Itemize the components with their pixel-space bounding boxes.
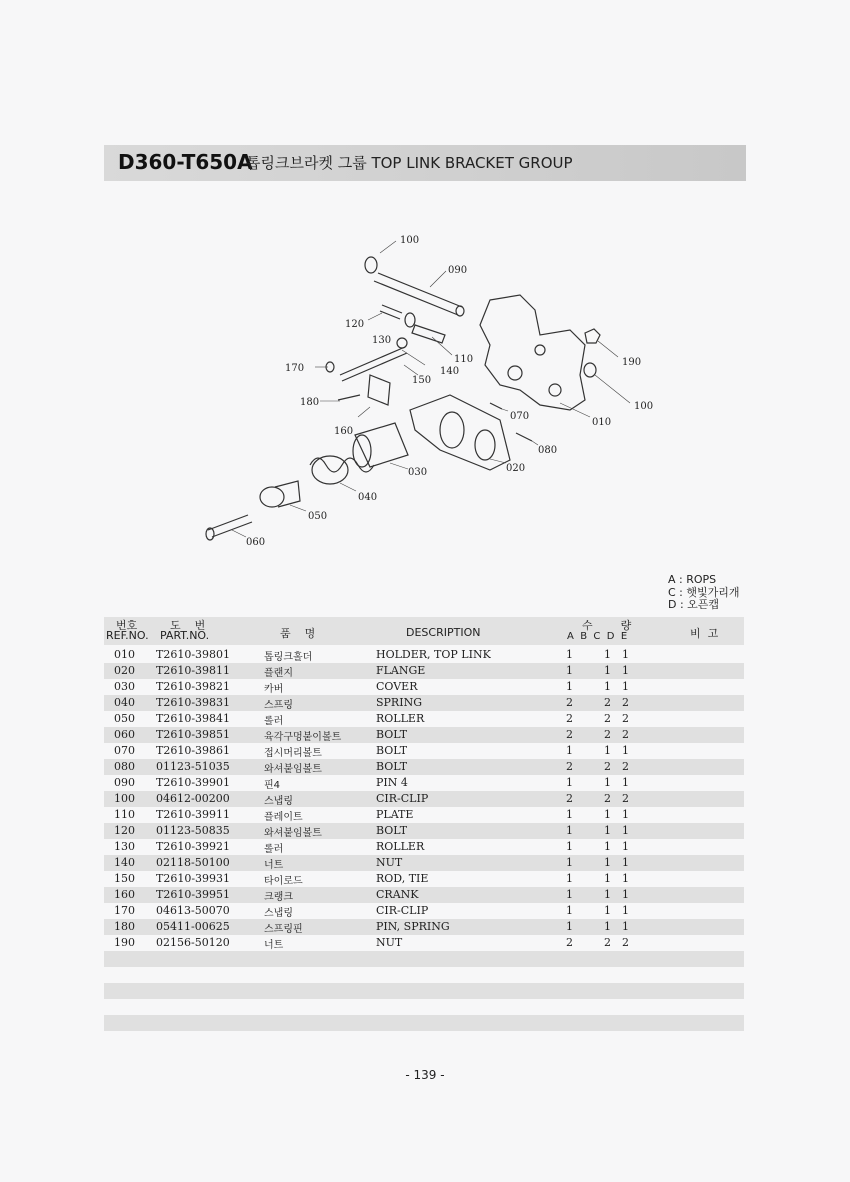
bolt-shape-060	[208, 515, 252, 537]
callout-020: 020	[506, 463, 526, 474]
table-row	[104, 855, 744, 871]
bracket-hole-shape-2	[535, 345, 545, 355]
row-qty-a: 1	[566, 680, 573, 693]
row-desc: PIN, SPRING	[376, 920, 450, 933]
row-qty-d: 1	[622, 808, 629, 821]
callout-150: 150	[412, 375, 432, 386]
row-ref: 030	[114, 680, 135, 693]
row-kor: 톱링크홀더	[264, 652, 313, 663]
row-ref: 130	[114, 840, 135, 853]
header-part-eng: PART.NO.	[160, 629, 210, 642]
row-qty-d: 2	[622, 936, 629, 949]
row-kor: 접시머리볼트	[264, 748, 322, 759]
flange-hole-shape-2	[475, 430, 495, 460]
bracket-shape	[480, 295, 585, 410]
empty-row-band	[104, 1015, 744, 1031]
row-kor: 타이로드	[264, 876, 303, 887]
bracket-hole-shape-3	[549, 384, 561, 396]
table-row	[104, 807, 744, 823]
callout-080: 080	[538, 445, 558, 456]
table-row	[104, 679, 744, 695]
row-desc: BOLT	[376, 760, 408, 773]
row-desc: ROLLER	[376, 840, 425, 853]
row-qty-c: 1	[604, 888, 611, 901]
table-row	[104, 871, 744, 887]
row-qty-c: 1	[604, 856, 611, 869]
row-qty-c: 1	[604, 872, 611, 885]
row-part: T2610-39831	[156, 696, 231, 709]
empty-row-band	[104, 983, 744, 999]
row-qty-a: 1	[566, 856, 573, 869]
row-kor: 플레이트	[264, 812, 303, 823]
row-desc: PIN 4	[376, 776, 408, 789]
row-qty-a: 1	[566, 840, 573, 853]
callout-100-top: 100	[400, 235, 420, 246]
row-ref: 010	[114, 648, 135, 661]
row-ref: 050	[114, 712, 135, 725]
page-number: - 139 -	[405, 1068, 445, 1082]
row-qty-c: 2	[604, 728, 611, 741]
bolt-shape-070	[490, 403, 502, 409]
table-row	[104, 887, 744, 903]
row-qty-a: 2	[566, 712, 573, 725]
row-part: T2610-39901	[156, 776, 231, 789]
plate-shape	[412, 325, 445, 343]
spring-pin-shape	[338, 395, 360, 400]
row-qty-a: 1	[566, 776, 573, 789]
row-qty-d: 1	[622, 648, 629, 661]
row-qty-d: 1	[622, 920, 629, 933]
table-row	[104, 727, 744, 743]
row-qty-a: 1	[566, 888, 573, 901]
row-part: 05411-00625	[156, 920, 230, 933]
row-qty-a: 1	[566, 824, 573, 837]
header-qty-cols: A B C D E	[567, 631, 628, 642]
variant-legend	[668, 574, 740, 612]
row-qty-c: 1	[604, 648, 611, 661]
row-qty-a: 1	[566, 872, 573, 885]
row-part: 04613-50070	[156, 904, 230, 917]
row-part: 02118-50100	[156, 856, 230, 869]
row-ref: 180	[114, 920, 135, 933]
row-desc: CIR-CLIP	[376, 792, 429, 805]
row-part: T2610-39851	[156, 728, 231, 741]
cover-shape	[355, 423, 408, 467]
row-qty-a: 2	[566, 792, 573, 805]
clip-shape-right	[584, 363, 596, 377]
row-qty-c: 2	[604, 696, 611, 709]
roller-shape	[405, 313, 415, 327]
row-desc: ROLLER	[376, 712, 425, 725]
callout-130: 130	[372, 335, 392, 346]
row-qty-c: 1	[604, 744, 611, 757]
row-qty-d: 1	[622, 776, 629, 789]
row-qty-d: 2	[622, 792, 629, 805]
row-desc: BOLT	[376, 744, 408, 757]
row-qty-c: 1	[604, 824, 611, 837]
row-qty-d: 2	[622, 760, 629, 773]
table-row	[104, 823, 744, 839]
table-row	[104, 791, 744, 807]
row-desc: ROD, TIE	[376, 872, 429, 885]
row-qty-d: 1	[622, 856, 629, 869]
header-name-kor: 품 명	[280, 627, 316, 640]
row-part: T2610-39951	[156, 888, 231, 901]
row-qty-c: 2	[604, 712, 611, 725]
row-qty-c: 1	[604, 904, 611, 917]
row-qty-d: 2	[622, 728, 629, 741]
callout-160: 160	[334, 426, 354, 437]
nut-shape-2	[397, 338, 407, 348]
row-ref: 190	[114, 936, 135, 949]
row-desc: CRANK	[376, 888, 419, 901]
row-qty-a: 2	[566, 728, 573, 741]
row-part: T2610-39801	[156, 648, 231, 661]
table-row	[104, 759, 744, 775]
row-qty-a: 2	[566, 760, 573, 773]
row-part: T2610-39911	[156, 808, 231, 821]
table-row	[104, 935, 744, 951]
clip-shape	[365, 257, 377, 273]
row-ref: 120	[114, 824, 135, 837]
empty-row-band	[104, 951, 744, 967]
roller-shape-050	[260, 487, 284, 507]
row-qty-c: 1	[604, 680, 611, 693]
flange-shape	[410, 395, 510, 470]
bolt-shape-080	[516, 433, 532, 441]
row-desc: CIR-CLIP	[376, 904, 429, 917]
crank-shape	[368, 375, 390, 405]
header-part-kor: 도 번	[170, 619, 206, 632]
callout-190: 190	[622, 357, 642, 368]
callout-170: 170	[285, 363, 305, 374]
row-part: 01123-50835	[156, 824, 230, 837]
row-qty-a: 1	[566, 664, 573, 677]
row-ref: 100	[114, 792, 135, 805]
row-ref: 060	[114, 728, 135, 741]
header-remarks-kor: 비 고	[690, 627, 719, 640]
row-kor: 롤러	[264, 716, 284, 727]
row-qty-a: 1	[566, 744, 573, 757]
row-part: T2610-39841	[156, 712, 231, 725]
legend-item: D : 오픈캡	[668, 598, 720, 611]
header-description: DESCRIPTION	[406, 626, 481, 639]
table-row	[104, 647, 744, 663]
table-row	[104, 919, 744, 935]
row-kor: 와셔붙임볼트	[264, 828, 322, 839]
row-qty-d: 1	[622, 904, 629, 917]
row-qty-d: 2	[622, 712, 629, 725]
table-row	[104, 775, 744, 791]
row-kor: 너트	[264, 860, 284, 871]
row-kor: 스냅링	[264, 908, 293, 919]
header-ref-eng: REF.NO.	[106, 629, 149, 642]
callout-030: 030	[408, 467, 428, 478]
header-ref-kor: 번호	[116, 619, 138, 632]
row-qty-a: 1	[566, 920, 573, 933]
nut-shape	[585, 329, 600, 343]
callout-040: 040	[358, 492, 378, 503]
callout-140: 140	[440, 366, 460, 377]
diagram-callouts	[246, 235, 653, 548]
row-ref: 090	[114, 776, 135, 789]
roller-body-shape	[275, 481, 300, 507]
row-kor: 롤러	[264, 844, 284, 855]
callout-110: 110	[454, 354, 474, 365]
row-qty-c: 2	[604, 936, 611, 949]
row-kor: 스프링	[264, 700, 293, 711]
callout-100-right: 100	[634, 401, 654, 412]
row-ref: 070	[114, 744, 135, 757]
pin-shape	[374, 273, 462, 315]
table-row	[104, 711, 744, 727]
table-row	[104, 743, 744, 759]
row-qty-a: 2	[566, 936, 573, 949]
row-desc: NUT	[376, 856, 403, 869]
row-qty-d: 1	[622, 680, 629, 693]
row-qty-c: 1	[604, 920, 611, 933]
row-qty-d: 1	[622, 872, 629, 885]
row-qty-c: 1	[604, 808, 611, 821]
table-row	[104, 695, 744, 711]
row-qty-a: 1	[566, 808, 573, 821]
row-part: 02156-50120	[156, 936, 230, 949]
row-ref: 170	[114, 904, 135, 917]
row-part: 04612-00200	[156, 792, 230, 805]
row-ref: 040	[114, 696, 135, 709]
row-kor: 너트	[264, 940, 284, 951]
row-desc: SPRING	[376, 696, 422, 709]
row-kor: 육각구멍붙이볼트	[264, 732, 342, 743]
callout-070: 070	[510, 411, 530, 422]
legend-item: C : 햇빛가리개	[668, 585, 740, 599]
row-desc: PLATE	[376, 808, 414, 821]
row-desc: HOLDER, TOP LINK	[376, 648, 491, 661]
row-kor: 와셔붙임볼트	[264, 764, 322, 775]
row-part: T2610-39811	[156, 664, 231, 677]
row-part: T2610-39931	[156, 872, 231, 885]
row-ref: 020	[114, 664, 135, 677]
row-ref: 140	[114, 856, 135, 869]
callout-010: 010	[592, 417, 612, 428]
pin-end-shape	[456, 306, 464, 316]
row-qty-d: 1	[622, 744, 629, 757]
callout-060: 060	[246, 537, 266, 548]
row-qty-d: 1	[622, 664, 629, 677]
row-kor: 플랜지	[264, 668, 293, 679]
row-qty-d: 1	[622, 824, 629, 837]
row-ref: 160	[114, 888, 135, 901]
row-qty-d: 1	[622, 888, 629, 901]
row-ref: 080	[114, 760, 135, 773]
table-row	[104, 839, 744, 855]
row-desc: FLANGE	[376, 664, 426, 677]
legend-item: A : ROPS	[668, 573, 717, 586]
row-kor: 카버	[264, 684, 284, 695]
callout-050: 050	[308, 511, 328, 522]
row-part: T2610-39821	[156, 680, 231, 693]
row-desc: NUT	[376, 936, 403, 949]
group-code: D360-T650A	[118, 150, 253, 174]
flange-hole-shape	[440, 412, 464, 448]
row-desc: COVER	[376, 680, 418, 693]
row-qty-d: 1	[622, 840, 629, 853]
row-qty-a: 2	[566, 696, 573, 709]
row-ref: 110	[114, 808, 135, 821]
row-part: 01123-51035	[156, 760, 230, 773]
table-row	[104, 903, 744, 919]
row-qty-c: 1	[604, 776, 611, 789]
row-ref: 150	[114, 872, 135, 885]
bolt-shape	[380, 305, 402, 319]
row-qty-c: 2	[604, 792, 611, 805]
row-part: T2610-39921	[156, 840, 231, 853]
header-qty-kor: 수 량	[582, 619, 632, 632]
row-qty-a: 1	[566, 904, 573, 917]
callout-090: 090	[448, 265, 468, 276]
row-kor: 스냅링	[264, 796, 293, 807]
row-qty-c: 2	[604, 760, 611, 773]
table-row	[104, 663, 744, 679]
row-desc: BOLT	[376, 728, 408, 741]
bracket-hole-shape	[508, 366, 522, 380]
group-title: 톱링크브라켓 그룹 TOP LINK BRACKET GROUP	[246, 154, 573, 172]
row-kor: 크랭크	[264, 892, 293, 903]
callout-120: 120	[345, 319, 365, 330]
row-qty-a: 1	[566, 648, 573, 661]
row-qty-c: 1	[604, 664, 611, 677]
row-kor: 스프링핀	[264, 924, 303, 935]
exploded-parts-diagram	[190, 225, 670, 555]
row-kor: 핀4	[264, 780, 281, 791]
row-qty-d: 2	[622, 696, 629, 709]
row-qty-c: 1	[604, 840, 611, 853]
callout-180: 180	[300, 397, 320, 408]
row-desc: BOLT	[376, 824, 408, 837]
row-part: T2610-39861	[156, 744, 231, 757]
